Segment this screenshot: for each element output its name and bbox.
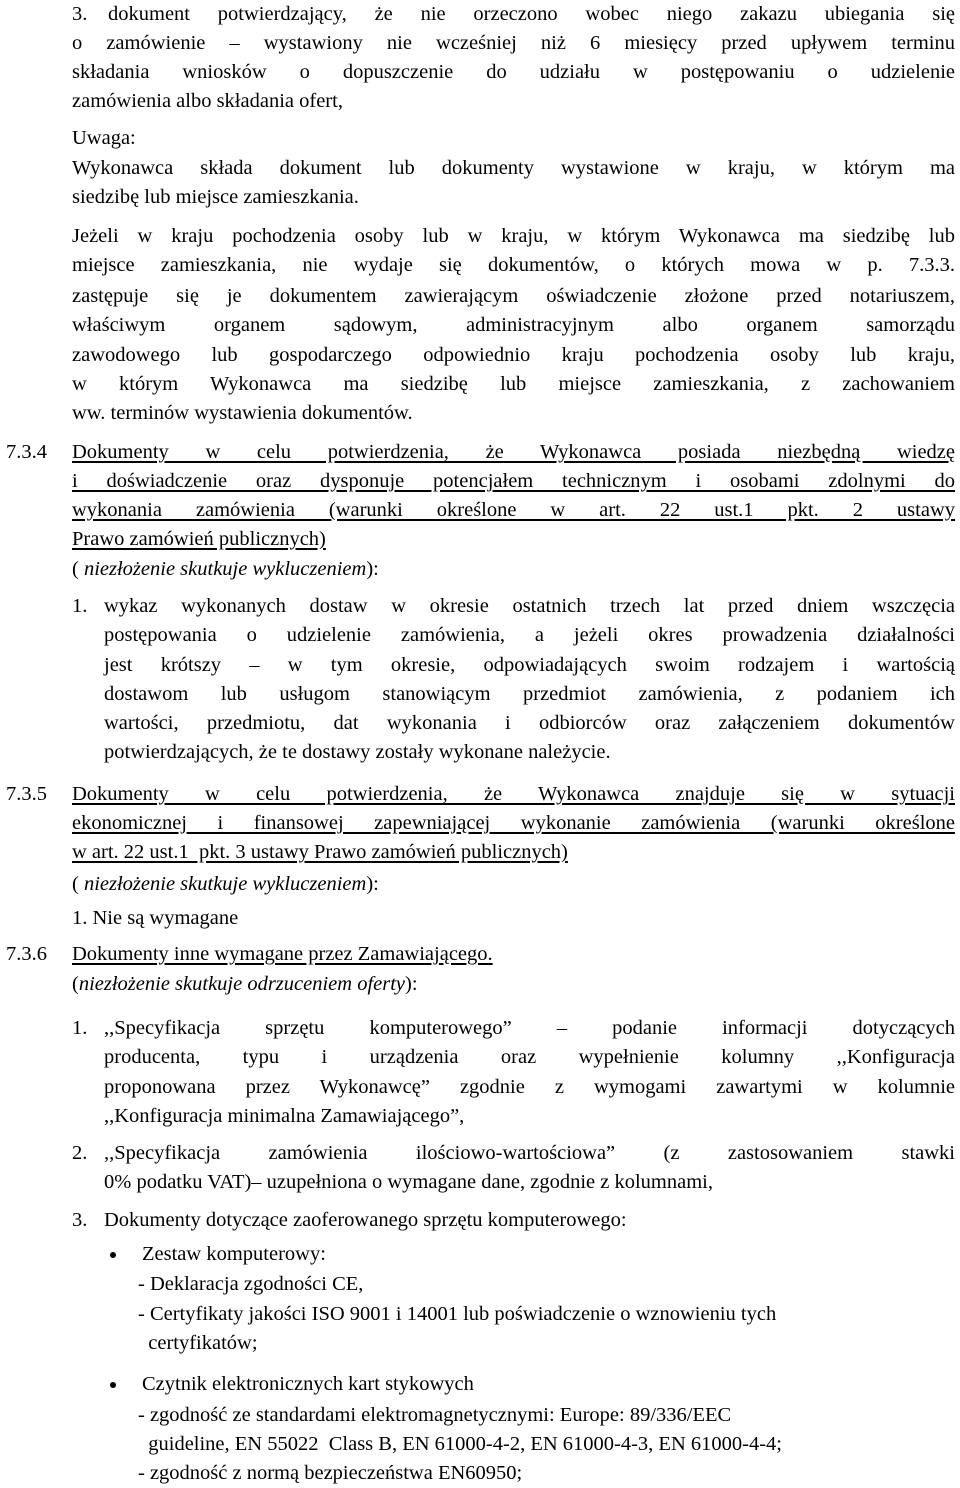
jezeli-line-4: właściwym organem sądowym, administracyjnym albo organem samorządu — [72, 314, 955, 336]
note-open: ( — [72, 558, 84, 580]
s734-item1-number: 1. — [72, 595, 88, 617]
s736-item1-line-1: ,,Specyfikacja sprzętu komputerowego” – podanie informacji dotyczących — [104, 1017, 955, 1039]
note-text: niezłożenie skutkuje wykluczeniem — [83, 558, 367, 580]
jezeli-line-5: zawodowego lub gospodarczego odpowiednio kraju pochodzenia osoby lub kraju, — [72, 344, 955, 366]
s734-item1-line-2: postępowania o udzielenie zamówienia, a jeżeli okres prowadzenia działalności — [104, 624, 955, 646]
bullet-icon — [110, 1252, 116, 1258]
s734-line-1: Dokumenty w celu potwierdzenia, że Wykonawca posiada niezbędną wiedzę — [72, 441, 955, 463]
note-close: ): — [405, 973, 418, 995]
bullet1-line-2: - Certyfikaty jakości ISO 9001 i 14001 lub poświadczenie o wznowieniu tych — [138, 1303, 777, 1325]
bullet1-line-3: certyfikatów; — [138, 1332, 258, 1354]
uwaga-label: Uwaga: — [72, 127, 136, 149]
note-text: niezłożenie skutkuje odrzuceniem oferty — [78, 973, 406, 995]
item3-line-3: składania wniosków o dopuszczenie do udziału w postępowaniu o udzielenie — [72, 61, 955, 83]
jezeli-line-2: miejsce zamieszkania, nie wydaje się dokumentów, o których mowa w p. 7.3.3. — [72, 254, 955, 276]
s735-line-2: ekonomicznej i finansowej zapewniającej wykonanie zamówienia (warunki określone — [72, 812, 955, 834]
s734-item1-line-5: wartości, przedmiotu, dat wykonania i odbiorców oraz załączeniem dokumentów — [104, 712, 955, 734]
bullet2-line-2: guideline, EN 55022 Class B, EN 61000-4-2, EN 61000-4-3, EN 61000-4-4; — [138, 1433, 782, 1455]
s735-line-3: w art. 22 ust.1 pkt. 3 ustawy Prawo zamówień publicznych) — [72, 841, 568, 863]
uwaga-line-2: siedzibę lub miejsce zamieszkania. — [72, 186, 359, 208]
item3-line-4: zamówienia albo składania ofert, — [72, 90, 343, 112]
s736-item1-number: 1. — [72, 1017, 88, 1039]
s734-item1-line-1: wykaz wykonanych dostaw w okresie ostatnich trzech lat przed dniem wszczęcia — [104, 595, 955, 617]
uwaga-line-1: Wykonawca składa dokument lub dokumenty wystawione w kraju, w którym ma — [72, 157, 955, 179]
s734-line-3: wykonania zamówienia (warunki określone w art. 22 ust.1 pkt. 2 ustawy — [72, 499, 955, 521]
section-number-735: 7.3.5 — [6, 783, 47, 805]
bullet2-title: Czytnik elektronicznych kart stykowych — [142, 1373, 474, 1395]
item3-line-1: dokument potwierdzający, że nie orzeczono wobec niego zakazu ubiegania się — [108, 3, 955, 25]
s734-item1-line-4: dostawom lub usługom stanowiącym przedmiot zamówienia, z podaniem ich — [104, 683, 955, 705]
s735-line-1: Dokumenty w celu potwierdzenia, że Wykonawca znajduje się w sytuacji — [72, 783, 955, 805]
s734-line-2: i doświadczenie oraz dysponuje potencjałem technicznym i osobami zdolnymi do — [72, 470, 955, 492]
s736-item1-line-4: ,,Konfiguracja minimalna Zamawiającego”, — [104, 1105, 465, 1127]
note-open: ( — [72, 873, 84, 895]
s734-note — [72, 555, 379, 584]
item3-line-2: o zamówienie – wystawiony nie wcześniej niż 6 miesięcy przed upływem terminu — [72, 32, 955, 54]
bullet1-line-1: - Deklaracja zgodności CE, — [138, 1273, 364, 1295]
note-text: niezłożenie skutkuje wykluczeniem — [83, 873, 367, 895]
section-number-736: 7.3.6 — [6, 943, 47, 965]
s734-item1-line-3: jest krótszy – w tym okresie, odpowiadających swoim rodzajem i wartością — [104, 654, 955, 676]
s735-item1: 1. Nie są wymagane — [72, 907, 239, 929]
item-number: 3. — [72, 3, 88, 25]
note-open: ( — [72, 973, 79, 995]
s736-item2-number: 2. — [72, 1142, 88, 1164]
s734-line-4: Prawo zamówień publicznych) — [72, 528, 326, 550]
s736-title: Dokumenty inne wymagane przez Zamawiającego. — [72, 943, 493, 965]
s734-item1-line-6: potwierdzających, że te dostawy zostały wykonane należycie. — [104, 741, 611, 763]
jezeli-line-7: ww. terminów wystawienia dokumentów. — [72, 402, 413, 424]
jezeli-line-3: zastępuje się je dokumentem zawierającym oświadczenie złożone przed notariuszem, — [72, 285, 955, 307]
s735-note — [72, 870, 379, 899]
s736-item1-line-3: proponowana przez Wykonawcę” zgodnie z wymogami zawartymi w kolumnie — [104, 1076, 955, 1098]
s736-item2-line-1: ,,Specyfikacja zamówienia ilościowo-wartościowa” (z zastosowaniem stawki — [104, 1142, 955, 1164]
bullet-icon — [110, 1382, 116, 1388]
s736-item1-line-2: producenta, typu i urządzenia oraz wypełnienie kolumny ,,Konfiguracja — [104, 1046, 955, 1068]
bullet2-line-3: - zgodność z normą bezpieczeństwa EN60950; — [138, 1462, 523, 1484]
section-number-734: 7.3.4 — [6, 441, 47, 463]
note-close: ): — [366, 873, 379, 895]
jezeli-line-6: w którym Wykonawca ma siedzibę lub miejsce zamieszkania, z zachowaniem — [72, 373, 955, 395]
note-close: ): — [366, 558, 379, 580]
jezeli-line-1: Jeżeli w kraju pochodzenia osoby lub w kraju, w którym Wykonawca ma siedzibę lub — [72, 225, 955, 247]
s736-item3-number: 3. — [72, 1209, 88, 1231]
s736-item2-line-2: 0% podatku VAT)– uzupełniona o wymagane dane, zgodnie z kolumnami, — [104, 1171, 713, 1193]
bullet1-title: Zestaw komputerowy: — [142, 1243, 326, 1265]
s736-item3-line-1: Dokumenty dotyczące zaoferowanego sprzętu komputerowego: — [104, 1209, 627, 1231]
bullet2-line-1: - zgodność ze standardami elektromagnetycznymi: Europe: 89/336/EEC — [138, 1404, 732, 1426]
s736-note — [72, 970, 418, 999]
